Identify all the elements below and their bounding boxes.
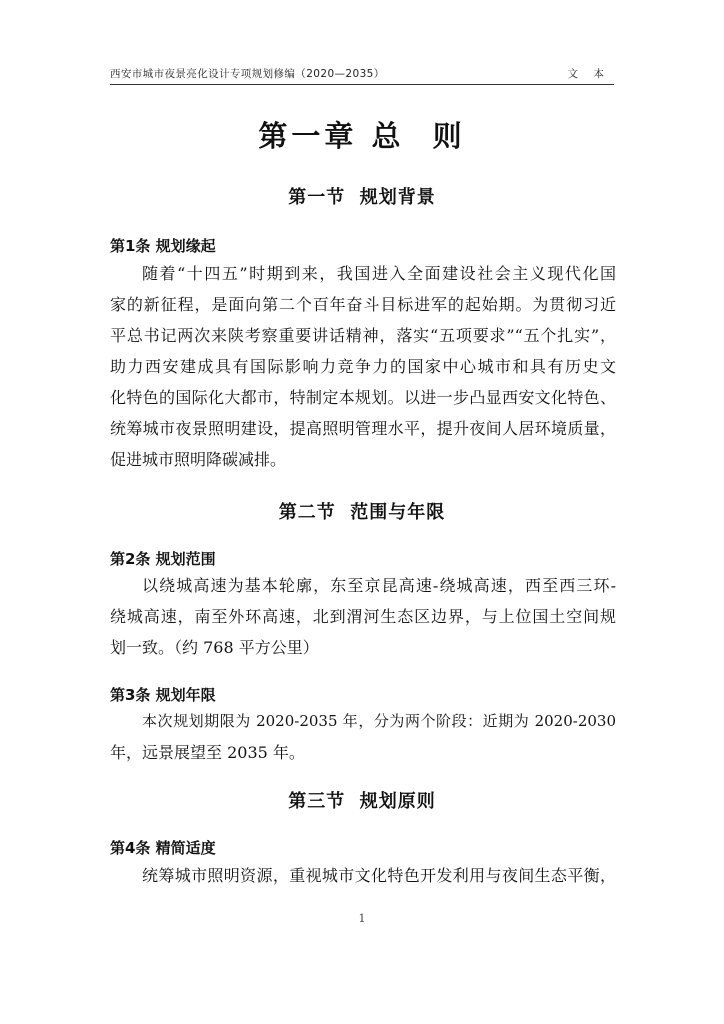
header-divider xyxy=(110,84,614,85)
page-number: 1 xyxy=(358,912,366,925)
text-line: 促进城市照明降碳减排。 xyxy=(110,450,287,469)
text-line: 随着“十四五”时期到来，我国进入全面建设社会主义现代化国 xyxy=(142,264,616,283)
text-line: 统筹城市夜景照明建设，提高照明管理水平，提升夜间人居环境质量， xyxy=(110,419,616,438)
text-line: 划一致。（约 768 平方公里） xyxy=(110,638,319,657)
article-heading: 第1条 规划缘起 xyxy=(110,237,216,255)
running-header xyxy=(110,62,614,82)
article-body xyxy=(110,706,616,768)
text-line: 统筹城市照明资源，重视城市文化特色开发利用与夜间生态平衡， xyxy=(142,866,616,885)
text-line: 以绕城高速为基本轮廓，东至京昆高速-绕城高速，西至西三环- xyxy=(142,576,616,595)
text-line: 年，远景展望至 2035 年。 xyxy=(110,743,305,762)
article-heading: 第2条 规划范围 xyxy=(110,550,216,568)
text-line: 家的新征程，是面向第二个百年奋斗目标进军的起始期。为贯彻习近 xyxy=(110,295,616,314)
document-title-header: 西安市城市夜景亮化设计专项规划修编（2020—2035） xyxy=(110,68,385,80)
text-line: 绕城高速，南至外环高速，北到渭河生态区边界，与上位国土空间规 xyxy=(110,607,616,626)
section-heading-principles: 第三节 规划原则 xyxy=(288,791,436,812)
article-heading: 第4条 精简适度 xyxy=(110,839,216,857)
section-heading-scope: 第二节 范围与年限 xyxy=(278,502,446,523)
document-type-header: 文 本 xyxy=(567,68,610,80)
text-line: 化特色的国际化大都市，特制定本规划。以进一步凸显西安文化特色、 xyxy=(110,388,616,407)
article-heading: 第3条 规划年限 xyxy=(110,686,216,704)
text-line: 本次规划期限为 2020-2035 年，分为两个阶段：近期为 2020-2030 xyxy=(142,712,616,730)
article-body xyxy=(110,258,616,475)
section-heading-background: 第一节 规划背景 xyxy=(288,187,436,208)
text-line: 平总书记两次来陕考察重要讲话精神，落实“五项要求”“五个扎实”， xyxy=(110,326,616,345)
text-line: 助力西安建成具有国际影响力竞争力的国家中心城市和具有历史文 xyxy=(110,357,616,376)
article-body xyxy=(110,570,616,663)
article-body xyxy=(110,860,616,891)
chapter-title: 第一章 总 则 xyxy=(258,119,466,153)
